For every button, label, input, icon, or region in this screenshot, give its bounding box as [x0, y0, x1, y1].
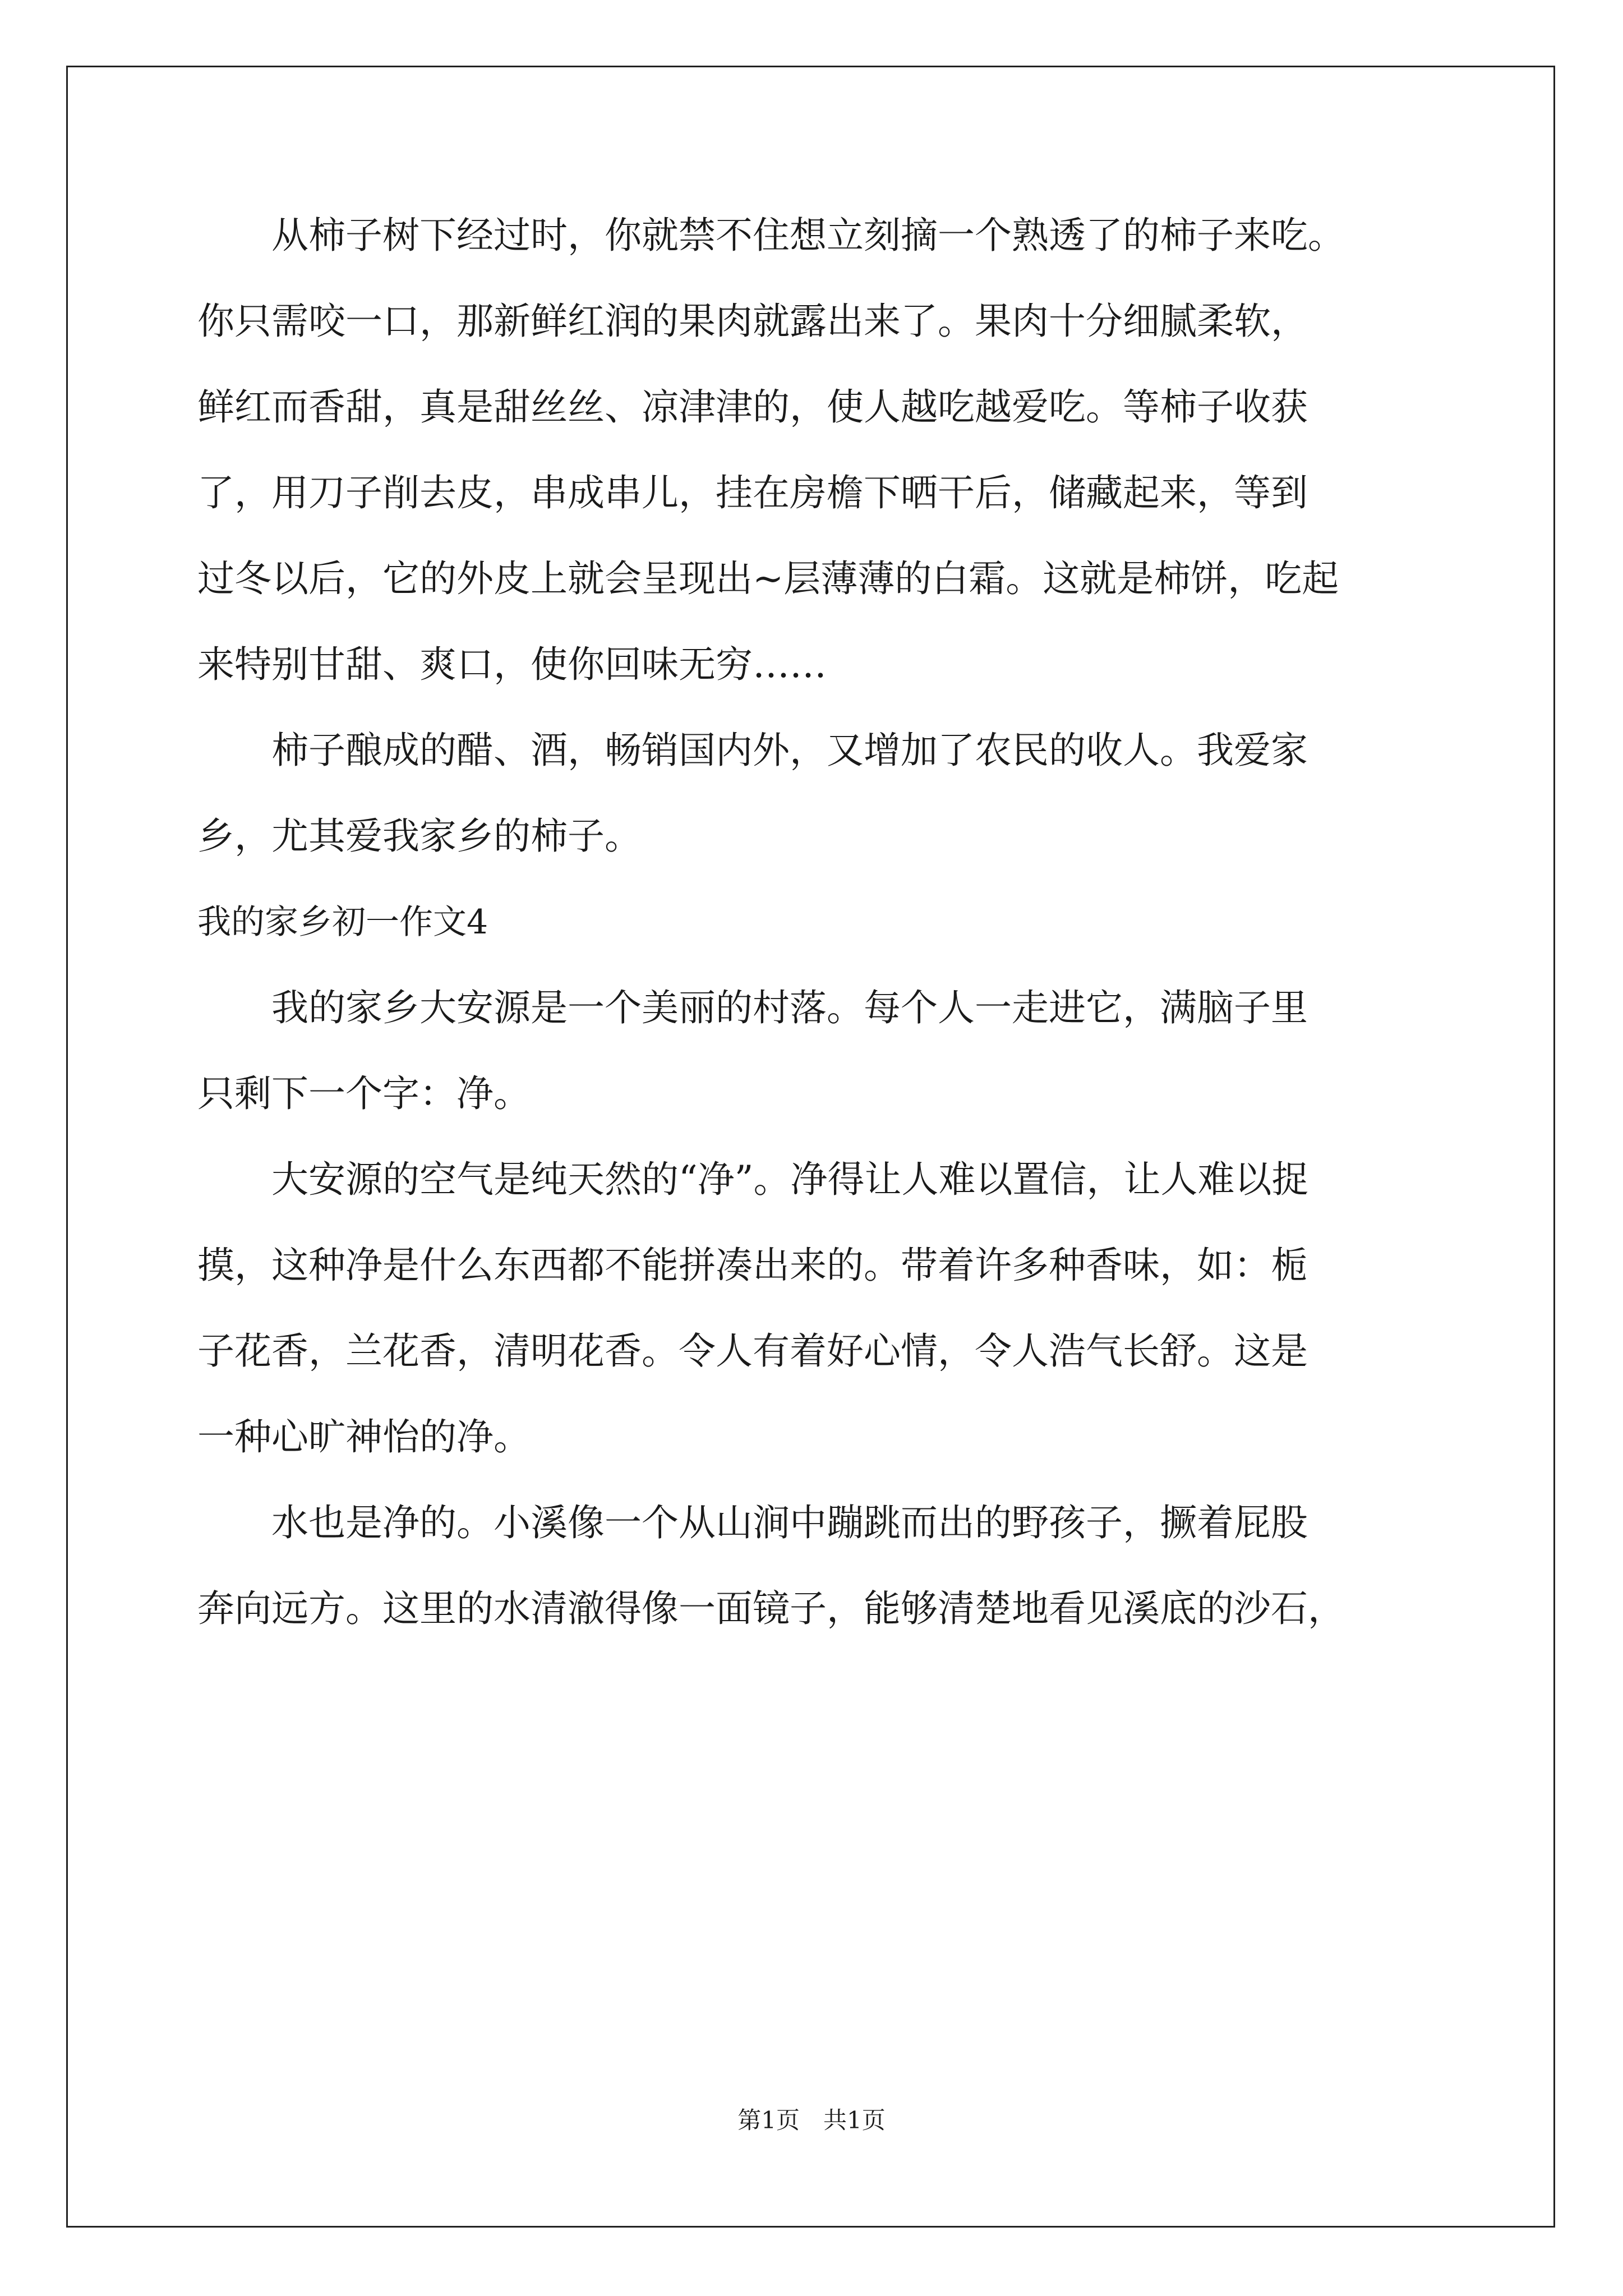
text-line: 一种心旷神怡的净。	[197, 1415, 531, 1458]
text-line: 子花香，兰花香，清明花香。令人有着好心情，令人浩气长舒。这是	[197, 1329, 1308, 1373]
section-heading: 我的家乡初一作文4	[197, 903, 488, 942]
page-number: 第1页 共1页	[737, 2106, 886, 2134]
text-line: 鲜红而香甜，真是甜丝丝、凉津津的，使人越吃越爱吃。等柿子收获	[197, 385, 1308, 429]
text-line: 来特别甘甜、爽口，使你回味无穷……	[197, 643, 827, 686]
text-line: 从柿子树下经过时，你就禁不住想立刻摘一个熟透了的柿子来吃。	[197, 214, 1345, 257]
text-line: 柿子酿成的醋、酒，畅销国内外，又增加了农民的收人。我爱家	[197, 729, 1308, 772]
text-line: 过冬以后，它的外皮上就会呈现出~层薄薄的白霜。这就是柿饼，吃起	[197, 557, 1339, 600]
text-line: 你只需咬一口，那新鲜红润的果肉就露出来了。果肉十分细腻柔软，	[197, 300, 1308, 343]
text-line: 了，用刀子削去皮，串成串儿，挂在房檐下晒干后，储藏起来，等到	[197, 471, 1308, 514]
text-line: 我的家乡大安源是一个美丽的村落。每个人一走进它，满脑子里	[197, 986, 1308, 1029]
text-line: 奔向远方。这里的水清澈得像一面镜子，能够清楚地看见溪底的沙石，	[197, 1587, 1345, 1630]
text-line: 乡，尤其爱我家乡的柿子。	[197, 815, 642, 858]
text-line: 水也是净的。小溪像一个从山涧中蹦跳而出的野孩子，撅着屁股	[197, 1501, 1308, 1544]
text-line: 大安源的空气是纯天然的“净”。净得让人难以置信，让人难以捉	[197, 1158, 1309, 1201]
text-line: 摸，这种净是什么东西都不能拼凑出来的。带着许多种香味，如：栀	[197, 1244, 1308, 1287]
text-line: 只剩下一个字：净。	[197, 1072, 531, 1115]
